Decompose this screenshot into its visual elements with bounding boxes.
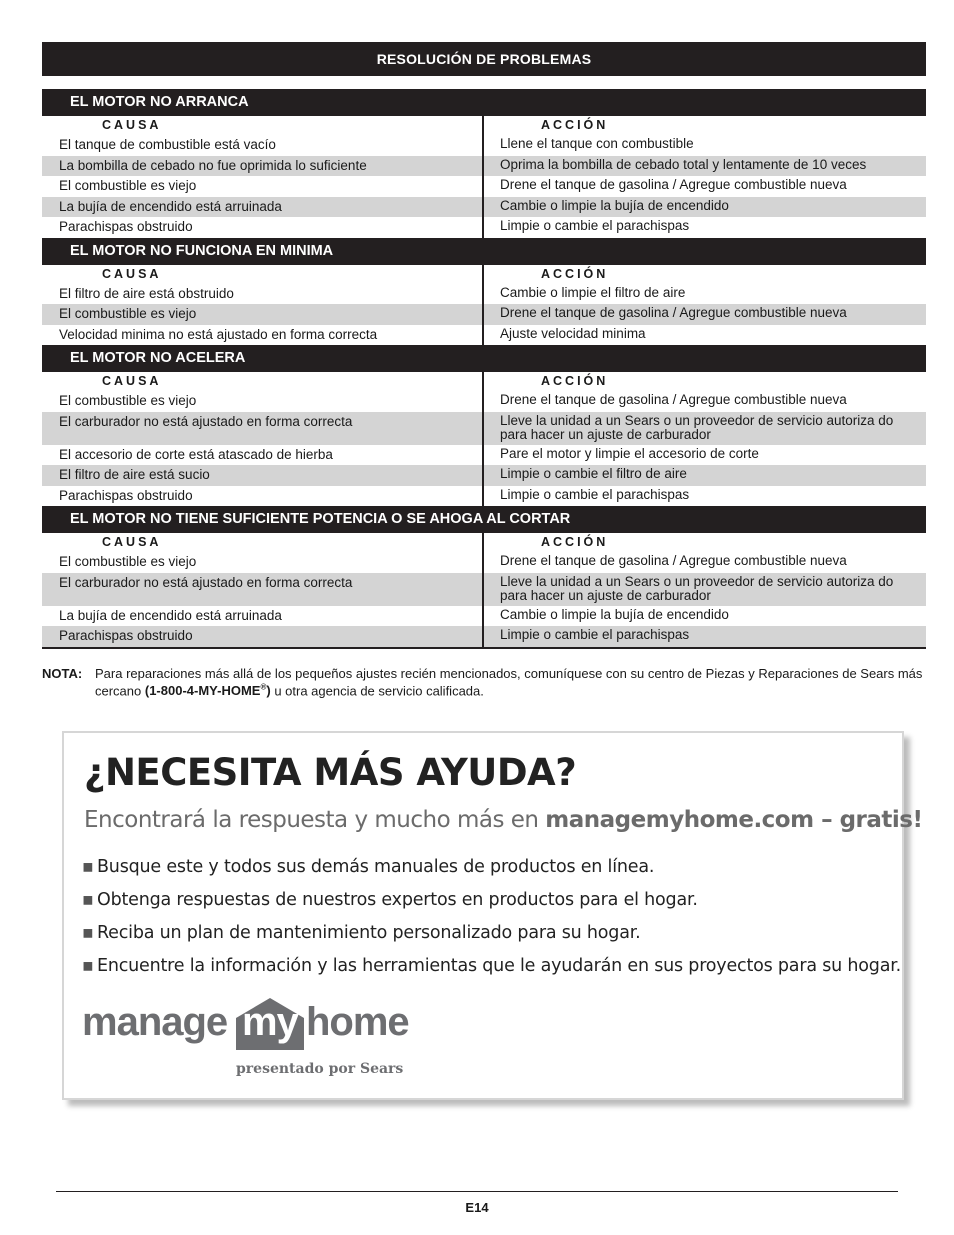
action-cell: Ajuste velocidad minima	[500, 325, 646, 341]
help-bullet	[82, 851, 901, 884]
table-bottom-rule	[42, 647, 926, 649]
bullet-icon: ▪	[82, 923, 94, 943]
section-header: EL MOTOR NO FUNCIONA EN MINIMA	[42, 238, 926, 265]
action-cell: Lleve la unidad a un Sears o un proveedor de servicio autoriza do para hacer un ajuste de carburador	[484, 573, 926, 606]
action-cell: Cambie o limpie la bujía de encendido	[500, 606, 729, 622]
help-subtitle-prefix: Encontrará la respuesta y mucho más en	[84, 807, 546, 833]
table-row	[42, 325, 926, 346]
help-subtitle-link[interactable]: managemyhome.com – gratis!	[545, 807, 923, 833]
cause-header: CAUSA	[42, 533, 484, 552]
table-row	[42, 217, 926, 238]
action-header: ACCIÓN	[541, 118, 609, 132]
help-bullet-text: Encuentre la información y las herramientas que le ayudarán en sus proyectos para su hogar.	[97, 956, 901, 976]
table-row	[42, 626, 926, 647]
bullet-icon: ▪	[82, 890, 94, 910]
cause-cell: El carburador no está ajustado en forma correcta	[42, 573, 484, 606]
footer-rule	[56, 1191, 898, 1192]
table-row	[42, 176, 926, 197]
note-text-after: u otra agencia de servicio calificada.	[270, 682, 484, 698]
table-row	[42, 445, 926, 466]
help-bullet	[82, 917, 901, 950]
cause-header: CAUSA	[42, 116, 484, 135]
page-number: E14	[465, 1200, 489, 1215]
cause-cell: El combustible es viejo	[42, 552, 484, 573]
action-cell: Cambie o limpie el filtro de aire	[500, 284, 686, 300]
cause-cell: La bujía de encendido está arruinada	[42, 606, 484, 627]
cause-cell: La bujía de encendido está arruinada	[42, 197, 484, 218]
action-header: ACCIÓN	[541, 374, 609, 388]
cause-cell: El carburador no está ajustado en forma correcta	[42, 412, 484, 445]
cause-cell: Parachispas obstruido	[42, 486, 484, 507]
help-bullets	[82, 851, 901, 983]
cause-cell: El filtro de aire está obstruido	[42, 284, 484, 305]
help-subtitle	[84, 807, 922, 833]
action-cell: Cambie o limpie la bujía de encendido	[484, 197, 926, 218]
house-roof-icon	[236, 998, 304, 1050]
table-row	[42, 486, 926, 507]
help-bullet-text: Busque este y todos sus demás manuales de productos en línea.	[97, 857, 655, 877]
action-cell: Limpie o cambie el filtro de aire	[484, 465, 926, 486]
action-header: ACCIÓN	[541, 535, 609, 549]
cause-cell: El accesorio de corte está atascado de hierba	[42, 445, 484, 466]
help-bullet	[82, 884, 901, 917]
action-cell: Limpie o cambie el parachispas	[500, 486, 690, 502]
action-cell: Drene el tanque de gasolina / Agregue combustible nueva	[500, 553, 847, 568]
table-row	[42, 606, 926, 627]
cause-cell: Parachispas obstruido	[42, 626, 484, 647]
cause-cell: El combustible es viejo	[42, 391, 484, 412]
presented-by: presentado por Sears	[236, 1061, 404, 1077]
managemyhome-logo	[82, 998, 422, 1058]
action-cell: Drene el tanque de gasolina / Agregue combustible nueva	[484, 304, 926, 325]
help-box	[62, 731, 923, 1100]
registered-mark: ®	[260, 682, 267, 692]
section-header: EL MOTOR NO ARRANCA	[42, 89, 926, 116]
action-cell: Llene el tanque con combustible	[500, 136, 694, 151]
bullet-icon: ▪	[82, 857, 94, 877]
cause-cell: Parachispas obstruido	[42, 217, 484, 238]
table-row	[42, 135, 926, 156]
action-header: ACCIÓN	[541, 266, 609, 281]
help-bullet	[82, 950, 901, 983]
logo-home: home	[306, 1000, 409, 1044]
help-title: ¿NECESITA MÁS AYUDA?	[84, 751, 577, 794]
cause-header: CAUSA	[42, 265, 484, 284]
cause-cell: El combustible es viejo	[42, 304, 484, 325]
action-cell: Pare el motor y limpie el accesorio de corte	[500, 445, 759, 461]
action-cell: Drene el tanque de gasolina / Agregue combustible nueva	[500, 392, 847, 407]
table-row	[42, 197, 926, 218]
note-phone-close: )	[266, 682, 271, 698]
section-header: EL MOTOR NO ACELERA	[42, 345, 926, 372]
action-cell: Oprima la bombilla de cebado total y lentamente de 10 veces	[484, 156, 926, 177]
column-headers	[42, 372, 926, 391]
note-text-before: Para reparaciones más allá de los pequeños ajustes recién mencionados, comuníquese con su centro de Piezas y Reparaciones de Sears más cercano	[95, 666, 923, 698]
troubleshooting-tables	[42, 89, 926, 649]
help-bullet-text: Obtenga respuestas de nuestros expertos en productos para el hogar.	[97, 890, 698, 910]
cause-cell: El tanque de combustible está vacío	[42, 135, 484, 156]
cause-cell: El filtro de aire está sucio	[42, 465, 484, 486]
page-title: RESOLUCIÓN DE PROBLEMAS	[42, 42, 926, 76]
logo-my: my	[242, 1000, 298, 1044]
note	[42, 667, 926, 697]
action-cell: Limpie o cambie el parachispas	[500, 218, 690, 233]
column-headers	[42, 116, 926, 135]
cause-cell: Velocidad minima no está ajustado en forma correcta	[42, 325, 484, 346]
table-row	[42, 156, 926, 177]
bullet-icon: ▪	[82, 956, 94, 976]
action-cell: Lleve la unidad a un Sears o un proveedor de servicio autoriza do para hacer un ajuste de carburador	[484, 412, 926, 445]
note-phone: (1-800-4-MY-HOME	[144, 682, 261, 698]
action-cell: Drene el tanque de gasolina / Agregue combustible nueva	[500, 177, 847, 192]
table-row	[42, 552, 926, 573]
cause-cell: El combustible es viejo	[42, 176, 484, 197]
table-row	[42, 465, 926, 486]
column-headers	[42, 533, 926, 552]
table-row	[42, 573, 926, 606]
note-text	[95, 667, 926, 697]
action-cell: Limpie o cambie el parachispas	[484, 626, 926, 647]
table-row	[42, 391, 926, 412]
logo-manage: manage	[82, 1000, 228, 1044]
table-row	[42, 304, 926, 325]
column-headers	[42, 265, 926, 284]
table-row	[42, 412, 926, 445]
section-header: EL MOTOR NO TIENE SUFICIENTE POTENCIA O SE AHOGA AL CORTAR	[42, 506, 926, 533]
note-label: NOTA:	[42, 666, 83, 681]
table-row	[42, 284, 926, 305]
cause-header: CAUSA	[42, 372, 484, 391]
help-bullet-text: Reciba un plan de mantenimiento personalizado para su hogar.	[97, 923, 641, 943]
cause-cell: La bombilla de cebado no fue oprimida lo suficiente	[42, 156, 484, 177]
